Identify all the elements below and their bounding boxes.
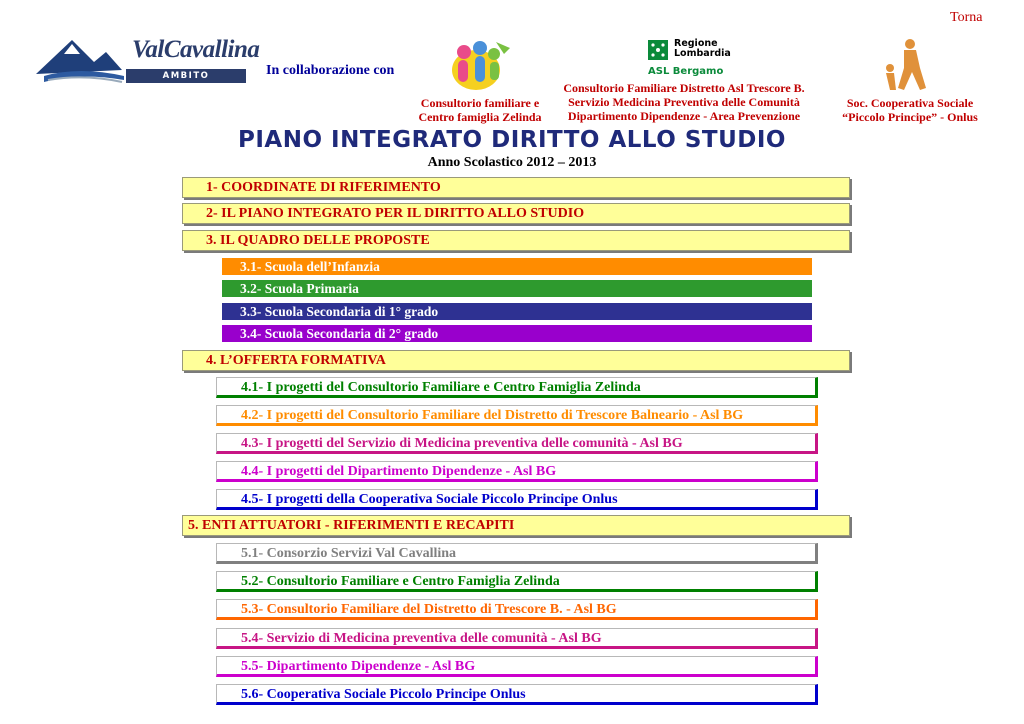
partner-coop-line2: “Piccolo Principe” - Onlus bbox=[842, 110, 978, 124]
offerta-item-cooperativa[interactable]: 4.5- I progetti della Cooperativa Sociale Piccolo Principe Onlus bbox=[216, 489, 818, 510]
ente-item-cooperativa[interactable]: 5.6- Cooperativa Sociale Piccolo Principe Onlus bbox=[216, 684, 818, 705]
regione-lombardia-logo bbox=[646, 38, 736, 80]
school-primaria[interactable]: 3.2- Scuola Primaria bbox=[222, 280, 812, 297]
partner-asl-line1: Consultorio Familiare Distretto Asl Trescore B. bbox=[563, 81, 805, 95]
valcavallina-logo bbox=[34, 36, 260, 95]
school-infanzia[interactable]: 3.1- Scuola dell’Infanzia bbox=[222, 258, 812, 275]
asl-bergamo-label: ASL Bergamo bbox=[648, 66, 724, 77]
section-coordinate[interactable]: 1- COORDINATE DI RIFERIMENTO bbox=[182, 177, 850, 198]
partner-asl bbox=[556, 81, 812, 123]
offerta-item-medicina-preventiva[interactable]: 4.3- I progetti del Servizio di Medicina preventiva delle comunità - Asl BG bbox=[216, 433, 818, 454]
piccolo-principe-logo bbox=[880, 38, 936, 94]
ente-item-medicina-preventiva[interactable]: 5.4- Servizio di Medicina preventiva delle comunità - Asl BG bbox=[216, 628, 818, 649]
partner-zelinda-line2: Centro famiglia Zelinda bbox=[418, 110, 542, 124]
family-icon bbox=[446, 38, 514, 92]
ambito-territoriale-label: AMBITO TERRITORIALE bbox=[126, 69, 246, 83]
partner-asl-line3: Dipartimento Dipendenze - Area Prevenzione bbox=[567, 109, 801, 123]
figures-icon bbox=[880, 38, 936, 94]
lombardia-label-2: Lombardia bbox=[674, 48, 731, 59]
ente-item-consultorio-trescore[interactable]: 5.3- Consultorio Familiare del Distretto di Trescore B. - Asl BG bbox=[216, 599, 818, 620]
offerta-item-zelinda[interactable]: 4.1- I progetti del Consultorio Familiare e Centro Famiglia Zelinda bbox=[216, 377, 818, 398]
page-subtitle: Anno Scolastico 2012 – 2013 bbox=[427, 155, 597, 170]
partner-zelinda bbox=[412, 96, 548, 124]
section-enti-attuatori[interactable]: 5. ENTI ATTUATORI - RIFERIMENTI E RECAPITI bbox=[182, 515, 850, 536]
page-title: PIANO INTEGRATO DIRITTO ALLO STUDIO bbox=[238, 127, 786, 153]
offerta-item-consultorio-trescore[interactable]: 4.2- I progetti del Consultorio Familiare del Distretto di Trescore Balneario - Asl BG bbox=[216, 405, 818, 426]
lombardia-label-1: Regione bbox=[674, 38, 718, 49]
school-secondaria-2[interactable]: 3.4- Scuola Secondaria di 2° grado bbox=[222, 325, 812, 342]
section-offerta-formativa[interactable]: 4. L’OFFERTA FORMATIVA bbox=[182, 350, 850, 371]
section-piano-integrato[interactable]: 2- IL PIANO INTEGRATO PER IL DIRITTO ALLO STUDIO bbox=[182, 203, 850, 224]
ente-item-consorzio[interactable]: 5.1- Consorzio Servizi Val Cavallina bbox=[216, 543, 818, 564]
partner-coop bbox=[832, 96, 988, 124]
collaboration-label: In collaborazione con bbox=[266, 63, 395, 78]
ente-item-dipendenze[interactable]: 5.5- Dipartimento Dipendenze - Asl BG bbox=[216, 656, 818, 677]
section-quadro-proposte[interactable]: 3. IL QUADRO DELLE PROPOSTE bbox=[182, 230, 850, 251]
partner-zelinda-line1: Consultorio familiare e bbox=[420, 96, 540, 110]
ente-item-zelinda[interactable]: 5.2- Consultorio Familiare e Centro Famiglia Zelinda bbox=[216, 571, 818, 592]
zelinda-logo bbox=[446, 38, 514, 92]
partner-asl-line2: Servizio Medicina Preventiva delle Comunità bbox=[568, 95, 800, 109]
valcavallina-wordmark: ValCavallina bbox=[132, 36, 260, 63]
offerta-item-dipendenze[interactable]: 4.4- I progetti del Dipartimento Dipendenze - Asl BG bbox=[216, 461, 818, 482]
partner-coop-line1: Soc. Cooperativa Sociale bbox=[846, 96, 974, 110]
school-secondaria-1[interactable]: 3.3- Scuola Secondaria di 1° grado bbox=[222, 303, 812, 320]
torna-link[interactable]: Torna bbox=[950, 10, 983, 25]
